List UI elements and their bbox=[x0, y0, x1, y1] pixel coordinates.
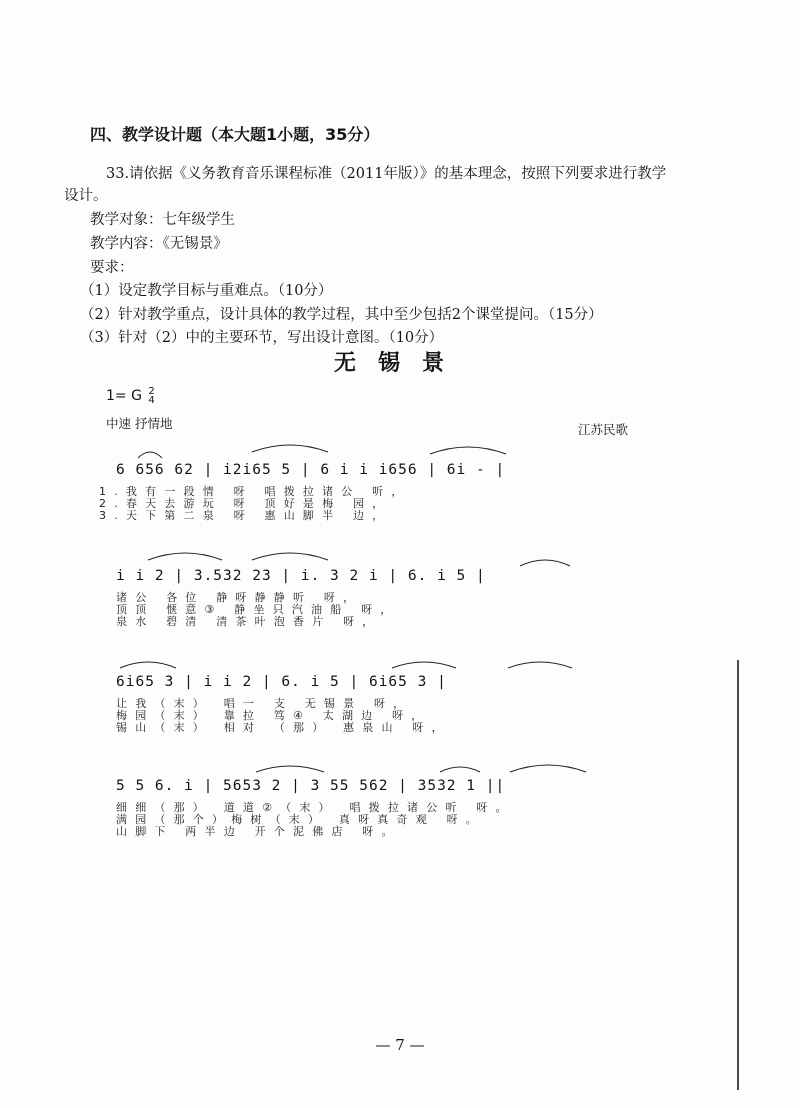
score-row-1-lyric-3: 3.天下第二泉 呀 惠山脚半 边， bbox=[99, 509, 392, 522]
time-signature-bottom: 4 bbox=[148, 395, 155, 406]
song-title: 无锡景 bbox=[333, 351, 466, 376]
score-row-2-lyric-2: 顶顶 惬意③ 静坐只汽油船 呀， bbox=[116, 603, 400, 616]
slur bbox=[120, 662, 176, 668]
score-row-2-notes: i i 2 | 3.532 23 | i. 3 2 i | 6. i 5 | bbox=[116, 568, 486, 584]
time-signature bbox=[148, 387, 154, 405]
question-line-2: 设计。 bbox=[64, 188, 108, 204]
score-row-3-lyric-1: 让我（末） 唱一 支 无锡景 呀， bbox=[116, 697, 413, 710]
question-line-1: 33.请依据《义务教育音乐课程标准（2011年版）》的基本理念，按照下列要求进行教学 bbox=[106, 166, 667, 182]
slur bbox=[138, 452, 162, 458]
score-row-3-notes: 6i65 3 | i i 2 | 6. i 5 | 6i65 3 | bbox=[116, 674, 447, 690]
slur bbox=[252, 553, 328, 560]
score-row-3-lyric-3: 锡山（末） 相对 （那） 惠泉山 呀， bbox=[116, 721, 451, 734]
requirement-1: （1）设定教学目标与重难点。（10分） bbox=[80, 283, 333, 299]
teaching-target: 教学对象：七年级学生 bbox=[90, 212, 235, 228]
tempo-marking: 中速 抒情地 bbox=[106, 416, 173, 431]
slur bbox=[392, 662, 456, 668]
score-row-4-lyric-2: 满园（那个）梅树（末） 真呀真奇观 呀。 bbox=[116, 813, 485, 826]
score-row-2-lyric-3: 泉水 碧清 清茶叶泡香片 呀， bbox=[116, 615, 382, 628]
score-row-2-lyric-1: 诸公 各位 静呀静静听 呀， bbox=[116, 591, 363, 604]
time-signature-top: 2 bbox=[148, 386, 155, 397]
slur bbox=[430, 447, 506, 454]
score-row-4-lyric-1: 细细（那） 道道②（末） 唱拨拉诸公听 呀。 bbox=[116, 801, 515, 814]
slur bbox=[148, 553, 222, 560]
requirements-label: 要求： bbox=[90, 260, 134, 276]
slur bbox=[520, 560, 570, 566]
score-row-3-lyric-2: 梅园（末） 靠拉 笃④ 太湖边 呀， bbox=[116, 709, 431, 722]
slur bbox=[256, 766, 324, 772]
slur bbox=[510, 765, 586, 772]
teaching-content: 教学内容：《无锡景》 bbox=[90, 236, 228, 252]
key-label: 1= G bbox=[106, 388, 142, 404]
slur bbox=[252, 445, 328, 452]
score-row-4-notes: 5 5 6. i | 5653 2 | 3 55 562 | 3532 1 || bbox=[116, 778, 506, 794]
section-title: 四、教学设计题（本大题1小题，35分） bbox=[90, 125, 380, 144]
slur bbox=[440, 767, 480, 772]
song-origin: 江苏民歌 bbox=[578, 422, 629, 437]
score-row-4-lyric-3: 山脚下 两半边 开个泥佛店 呀。 bbox=[116, 825, 401, 838]
page-number: — 7 — bbox=[375, 1036, 425, 1054]
requirement-3: （3）针对（2）中的主要环节，写出设计意图。（10分） bbox=[80, 330, 444, 346]
score-row-1-notes: 6 656 62 | i2i65 5 | 6 i i i656 | 6i - | bbox=[116, 462, 506, 478]
score-row-1-lyric-1: 1.我有一段情 呀 唱拨拉诸公 听， bbox=[99, 485, 411, 498]
slur bbox=[508, 662, 572, 668]
requirement-2: （2）针对教学重点，设计具体的教学过程，其中至少包括2个课堂提问。（15分） bbox=[80, 307, 603, 323]
key-signature bbox=[106, 387, 155, 405]
score-row-1-lyric-2: 2.春天去游玩 呀 顶好是梅 园， bbox=[99, 497, 392, 510]
